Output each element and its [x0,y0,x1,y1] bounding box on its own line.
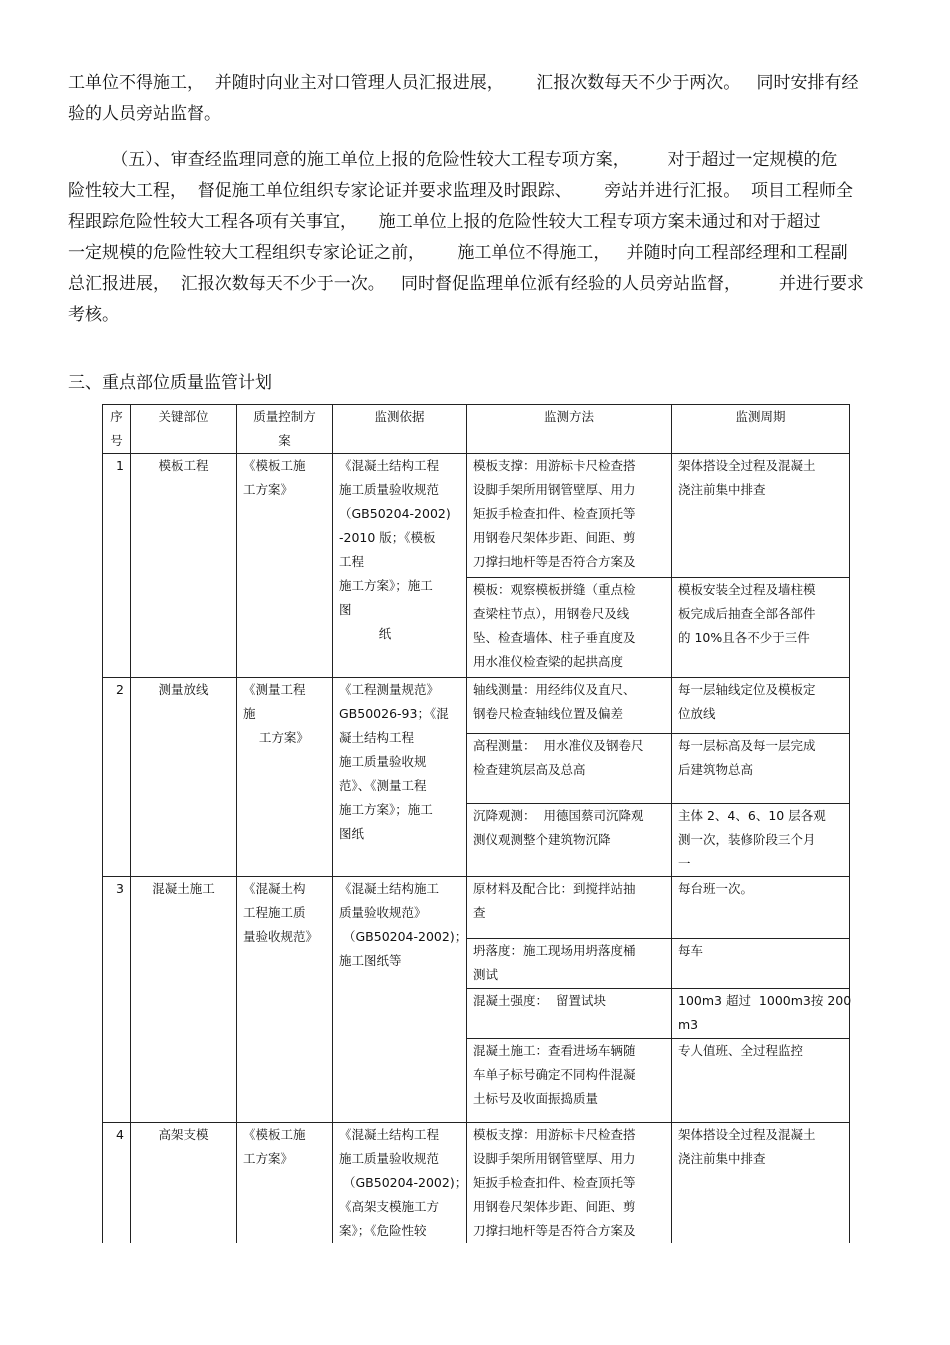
cell-text-line: 纸 [339,626,392,641]
cell-text-line: 混凝土施工：查看进场车辆随 [473,1043,636,1058]
cell-key-part: 混凝土施工 [131,877,237,1123]
cell-text-line: 《混凝土结构工程 [339,458,440,473]
header-text: 关键部位 [158,409,209,424]
cell-text-line: 检查建筑层高及总高 [473,762,586,777]
table-header-row [103,405,850,454]
cell-monitoring-method [467,1039,672,1123]
cell-text-line: 土标号及收面振捣质量 [473,1091,599,1106]
cell-monitoring-period [672,1123,850,1244]
cell-serial-number: 4 [103,1123,131,1244]
cell-serial-number: 2 [103,678,131,877]
quality-supervision-plan-table [102,404,850,1243]
cell-text-line: 轴线测量：用经纬仪及直尺、 [473,682,636,697]
cell-text-line: 刀撑扫地杆等是否符合方案及 [473,554,636,569]
cell-text-line: 《混凝土构 [243,881,306,896]
cell-text-line: （GB50204-2002)； [339,929,468,944]
cell-text-line: 模板支撑：用游标卡尺检查搭 [473,1127,636,1142]
cell-text-line: 《工程测量规范》 [339,682,440,697]
cell-monitoring-period [672,989,850,1039]
cell-text-line: 凝土结构工程 [339,730,415,745]
cell-monitoring-method [467,989,672,1039]
cell-monitoring-basis [333,877,467,1123]
cell-text-line: 用钢卷尺架体步距、间距、剪 [473,1199,636,1214]
cell-monitoring-method [467,804,672,877]
cell-text-line: 《模板工施 [243,458,306,473]
cell-text-line: 施工图纸等 [339,953,402,968]
header-text: 监测方法 [543,409,594,424]
cell-text-line: 模板安装全过程及墙柱模 [678,582,816,597]
cell-text-line: 钢卷尺检查轴线位置及偏差 [473,706,624,721]
cell-monitoring-period [672,454,850,578]
cell-text-line: 100m3 超过 1000m3按 200 [678,993,852,1008]
cell-text-line: 施 [243,706,256,721]
cell-key-part: 测量放线 [131,678,237,877]
cell-text-line: 原材料及配合比：到搅拌站抽 [473,881,636,896]
cell-text-line: 测试 [473,967,499,982]
paragraph-line: 总汇报进展， 汇报次数每天不少于一次。 同时督促监理单位派有经验的人员旁站监督， 并进行要求 [68,274,864,294]
table-row [103,678,850,734]
section-heading: 三、重点部位质量监管计划 [68,373,272,393]
cell-monitoring-method [467,678,672,734]
cell-text-line: 测一次，装修阶段三个月 [678,832,816,847]
cell-quality-control-plan [237,877,333,1123]
cell-monitoring-basis [333,1123,467,1244]
cell-text-line: 主体 2、4、6、10 层各观 [678,808,826,823]
cell-monitoring-period [672,678,850,734]
cell-text-line: 设脚手架所用钢管壁厚、用力 [473,1151,636,1166]
table-row [103,877,850,939]
header-monitoring-basis [333,405,467,454]
paragraph-line: 验的人员旁站监督。 [68,104,221,124]
cell-text-line: 车单子标号确定不同构件混凝 [473,1067,636,1082]
cell-text-line: 刀撑扫地杆等是否符合方案及 [473,1223,636,1238]
header-text: 监测依据 [374,409,425,424]
cell-text-line: 工方案》 [243,482,294,497]
cell-text-line: 位放线 [678,706,716,721]
cell-monitoring-method [467,734,672,804]
cell-serial-number: 1 [103,454,131,678]
cell-text-line: 浇注前集中排查 [678,1151,766,1166]
cell-monitoring-method [467,454,672,578]
paragraph-line: 程跟踪危险性较大工程各项有关事宜， 施工单位上报的危险性较大工程专项方案未通过和对于超过 [68,212,821,232]
cell-text-line: 施工质量验收规 [339,754,427,769]
cell-quality-control-plan [237,678,333,877]
cell-text-line: 工程施工质 [243,905,306,920]
cell-text-line: 每一层轴线定位及模板定 [678,682,816,697]
cell-text-line: 《测量工程 [243,682,306,697]
cell-text-line: 图 [339,602,352,617]
paragraph-line: 工单位不得施工， 并随时向业主对口管理人员汇报进展， 汇报次数每天不少于两次。 同时安排有经 [68,73,859,93]
cell-text-line: 模板支撑：用游标卡尺检查搭 [473,458,636,473]
header-text: 质量控制方 [253,409,316,424]
cell-text-line: 工方案》 [243,1151,294,1166]
cell-text-line: 浇注前集中排查 [678,482,766,497]
header-text: 监测周期 [735,409,786,424]
cell-text-line: 工程 [339,554,365,569]
header-quality-control-plan [237,405,333,454]
cell-monitoring-period [672,578,850,678]
cell-text-line: 用钢卷尺架体步距、间距、剪 [473,530,636,545]
cell-text-line: -2010 版；《模板 [339,530,436,545]
cell-text-line: 用水准仪检查梁的起拱高度 [473,654,624,669]
header-monitoring-period [672,405,850,454]
cell-monitoring-period [672,1039,850,1123]
cell-text-line: 施工质量验收规范 [339,1151,440,1166]
cell-key-part: 高架支模 [131,1123,237,1244]
table-row [103,454,850,578]
cell-text-line: （GB50204-2002)； [339,1175,468,1190]
cell-text-line: 《混凝土结构工程 [339,1127,440,1142]
cell-monitoring-period [672,734,850,804]
cell-text-line: 坠、检查墙体、柱子垂直度及 [473,630,636,645]
paragraph-line: 一定规模的危险性较大工程组织专家论证之前， 施工单位不得施工， 并随时向工程部经理和工程副 [68,243,848,263]
cell-monitoring-method [467,939,672,989]
cell-text-line: 《模板工施 [243,1127,306,1142]
cell-text-line: 每一层标高及每一层完成 [678,738,816,753]
cell-text-line: 测仪观测整个建筑物沉降 [473,832,611,847]
header-text: 号 [110,433,123,448]
header-serial-number [103,405,131,454]
header-text: 序 [110,409,123,424]
cell-text-line: 沉降观测： 用德国蔡司沉降观 [473,808,644,823]
header-monitoring-method [467,405,672,454]
cell-text-line: m3 [678,1017,699,1032]
cell-text-line: 查梁柱节点），用钢卷尺及线 [473,606,630,621]
cell-monitoring-method [467,877,672,939]
cell-text-line: 范》、《测量工程 [339,778,427,793]
cell-text-line: 施工方案》；施工 [339,578,433,593]
cell-quality-control-plan [237,1123,333,1244]
cell-text-line: 模板：观察模板拼缝（重点检 [473,582,636,597]
cell-text-line: 案》；《危险性较 [339,1223,427,1238]
cell-monitoring-period [672,939,850,989]
cell-quality-control-plan [237,454,333,678]
cell-text-line: 后建筑物总高 [678,762,754,777]
cell-key-part: 模板工程 [131,454,237,678]
cell-text-line: 施工质量验收规范 [339,482,440,497]
cell-text-line: 施工方案》；施工 [339,802,433,817]
cell-text-line: 坍落度：施工现场用坍落度桶 [473,943,636,958]
cell-text-line: 工方案》 [243,730,309,745]
cell-text-line: GB50026-93；《混 [339,706,449,721]
header-key-part [131,405,237,454]
cell-text-line: 一 [678,856,691,871]
cell-text-line: 高程测量： 用水准仪及钢卷尺 [473,738,644,753]
cell-text-line: 矩扳手检查扣件、检查顶托等 [473,1175,636,1190]
cell-text-line: 量验收规范》 [243,929,319,944]
cell-text-line: 架体搭设全过程及混凝土 [678,458,816,473]
cell-monitoring-method [467,1123,672,1244]
cell-text-line: 的 10%且各不少于三件 [678,630,810,645]
header-text: 案 [278,433,291,448]
paragraph-line: 考核。 [68,305,119,325]
cell-text-line: 质量验收规范》 [339,905,427,920]
cell-monitoring-basis [333,678,467,877]
cell-text-line: 混凝土强度： 留置试块 [473,993,606,1008]
cell-text-line: 矩扳手检查扣件、检查顶托等 [473,506,636,521]
paragraph-line: （五）、审查经监理同意的施工单位上报的危险性较大工程专项方案， 对于超过一定规模的危 [68,150,838,170]
table-row [103,1123,850,1244]
paragraph-hazardous-works-review [68,145,888,331]
paragraph-construction-reporting [68,68,888,130]
cell-text-line: 专人值班、全过程监控 [678,1043,804,1058]
cell-monitoring-period [672,804,850,877]
cell-text-line: （GB50204-2002) [339,506,451,521]
cell-text-line: 《高架支模施工方 [339,1199,440,1214]
cell-text-line: 每台班一次。 [678,881,754,896]
cell-monitoring-period [672,877,850,939]
paragraph-line: 险性较大工程， 督促施工单位组织专家论证并要求监理及时跟踪、 旁站并进行汇报。 项目工程师全 [68,181,854,201]
cell-text-line: 每车 [678,943,704,958]
cell-text-line: 《混凝土结构施工 [339,881,440,896]
cell-monitoring-basis [333,454,467,678]
cell-text-line: 板完成后抽查全部各部件 [678,606,816,621]
cell-serial-number: 3 [103,877,131,1123]
cell-text-line: 查 [473,905,486,920]
cell-text-line: 设脚手架所用钢管壁厚、用力 [473,482,636,497]
cell-monitoring-method [467,578,672,678]
cell-text-line: 架体搭设全过程及混凝土 [678,1127,816,1142]
cell-text-line: 图纸 [339,826,365,841]
